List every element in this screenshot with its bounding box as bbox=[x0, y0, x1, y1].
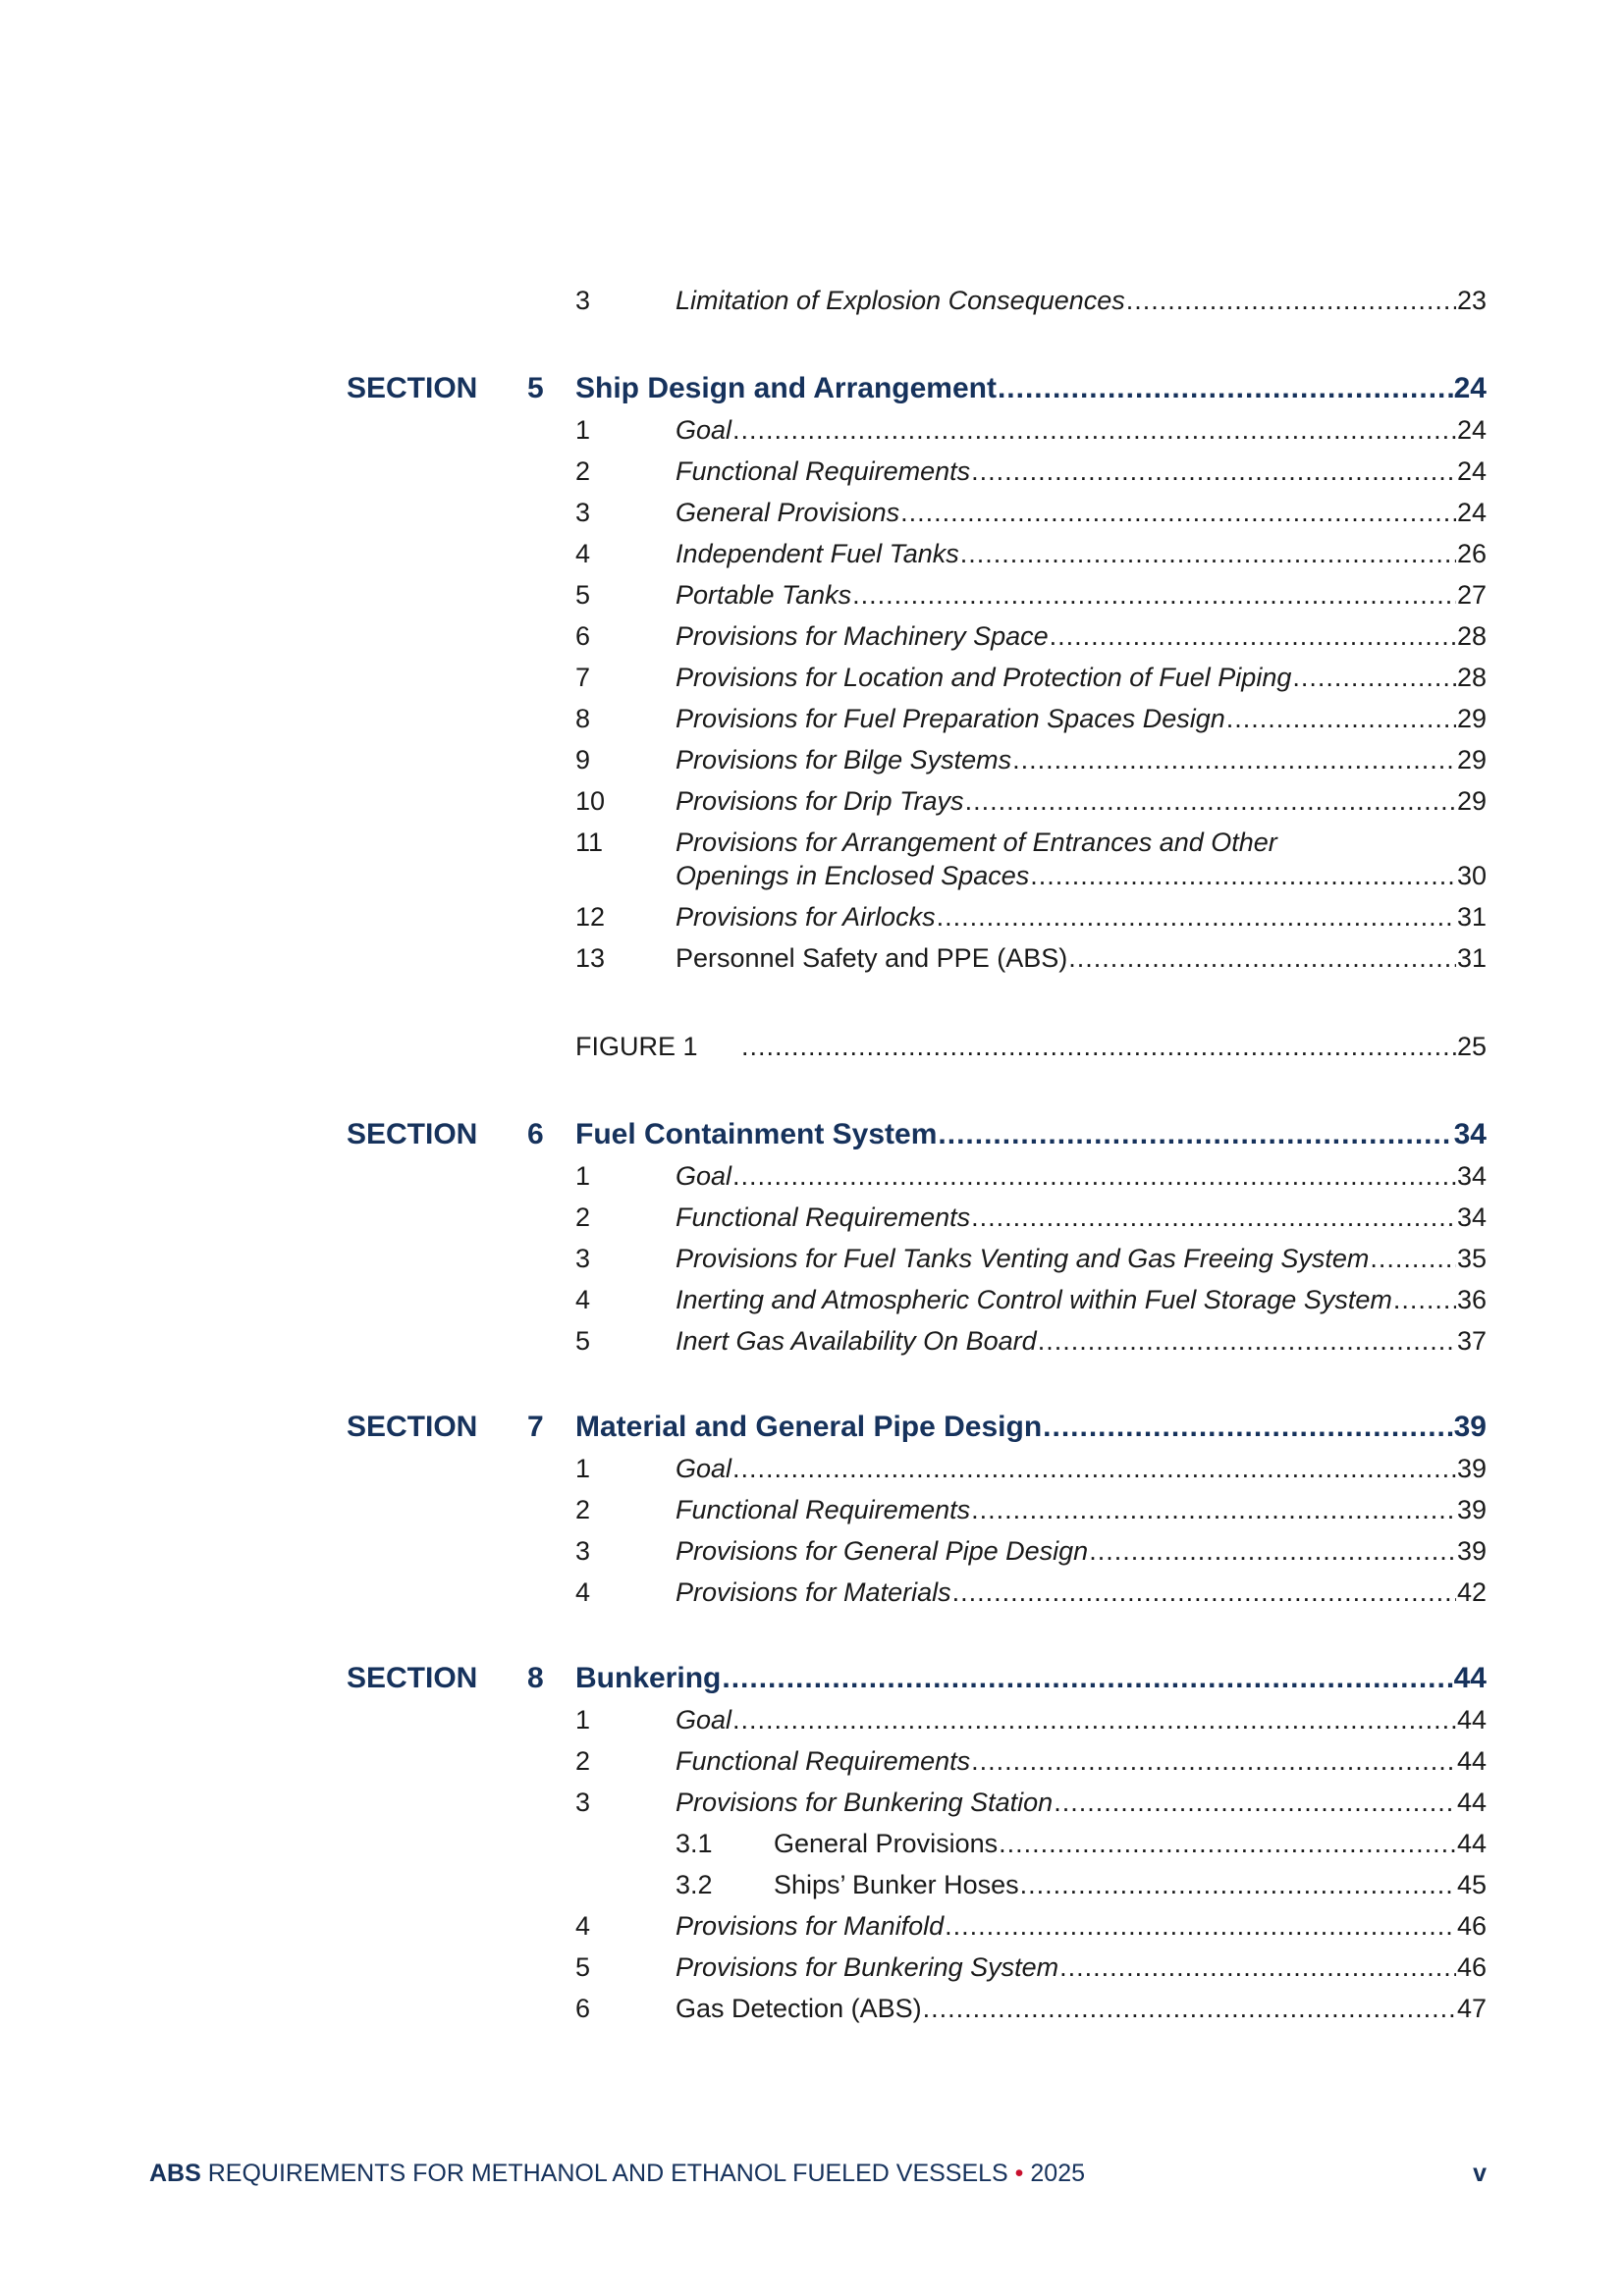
section-label: SECTION bbox=[347, 372, 478, 404]
entry-title: Independent Fuel Tanks bbox=[676, 539, 959, 568]
entry-number: 3 bbox=[575, 498, 591, 527]
section-title: Fuel Containment System bbox=[575, 1118, 938, 1150]
leader-dots bbox=[852, 577, 1456, 613]
entry-page: 35 bbox=[1456, 1244, 1487, 1273]
section-page: 44 bbox=[1453, 1662, 1487, 1694]
toc-entry[interactable] bbox=[575, 1949, 1487, 1985]
footer-year: 2025 bbox=[1030, 2160, 1086, 2187]
entry-title: Provisions for Bilge Systems bbox=[676, 745, 1012, 774]
leader-dots bbox=[732, 412, 1456, 448]
entry-page: 47 bbox=[1456, 1994, 1487, 2023]
entry-title: Functional Requirements bbox=[676, 1746, 971, 1776]
leader-dots bbox=[1292, 660, 1456, 695]
section-label: SECTION bbox=[347, 1118, 478, 1150]
leader-dots bbox=[971, 1200, 1456, 1235]
entry-number: 5 bbox=[575, 580, 591, 610]
entry-number: 3.1 bbox=[676, 1829, 713, 1858]
section-label: SECTION bbox=[347, 1411, 478, 1443]
entry-page: 46 bbox=[1456, 1911, 1487, 1941]
entry-number: 3 bbox=[575, 1244, 591, 1273]
entry-page: 34 bbox=[1456, 1161, 1487, 1191]
leader-dots bbox=[1126, 283, 1456, 318]
section-heading[interactable] bbox=[575, 371, 1487, 406]
toc-entry[interactable] bbox=[575, 1492, 1487, 1527]
entry-number: 11 bbox=[575, 828, 604, 857]
footer-page-number: v bbox=[1473, 2160, 1487, 2187]
section-title: Ship Design and Arrangement bbox=[575, 372, 997, 404]
entry-title: Portable Tanks bbox=[676, 580, 852, 610]
leader-dots bbox=[1050, 618, 1456, 654]
toc-entry[interactable] bbox=[575, 454, 1487, 489]
entry-page: 23 bbox=[1456, 286, 1487, 315]
entry-page: 28 bbox=[1456, 621, 1487, 651]
entry-number: 2 bbox=[575, 1495, 591, 1524]
entry-title: Provisions for General Pipe Design bbox=[676, 1536, 1089, 1566]
entry-page: 34 bbox=[1456, 1202, 1487, 1232]
entry-title: Openings in Enclosed Spaces bbox=[676, 861, 1030, 890]
toc-entry[interactable] bbox=[575, 783, 1487, 819]
entry-page: 29 bbox=[1456, 704, 1487, 733]
footer-brand: ABS bbox=[149, 2160, 201, 2187]
section-heading[interactable] bbox=[575, 1661, 1487, 1696]
entry-page: 36 bbox=[1456, 1285, 1487, 1314]
entry-number: 2 bbox=[575, 1746, 591, 1776]
entry-page: 37 bbox=[1456, 1326, 1487, 1356]
section-number: 8 bbox=[527, 1662, 544, 1694]
entry-title: Provisions for Machinery Space bbox=[676, 621, 1049, 651]
section-label: SECTION bbox=[347, 1662, 478, 1694]
footer-bullet: • bbox=[1014, 2160, 1024, 2187]
toc-entry[interactable] bbox=[575, 1323, 1487, 1359]
leader-dots bbox=[732, 1451, 1456, 1486]
figure-entry[interactable] bbox=[575, 1029, 1487, 1064]
entry-page: 39 bbox=[1456, 1454, 1487, 1483]
entry-page: 45 bbox=[1456, 1870, 1487, 1899]
leader-dots bbox=[1226, 701, 1456, 736]
leader-dots bbox=[1020, 1867, 1456, 1902]
toc-entry[interactable] bbox=[575, 1908, 1487, 1944]
entry-title: Provisions for Materials bbox=[676, 1577, 951, 1607]
leader-dots bbox=[1030, 858, 1456, 893]
entry-page: 39 bbox=[1456, 1495, 1487, 1524]
entry-page: 30 bbox=[1456, 861, 1487, 890]
leader-dots bbox=[1393, 1282, 1456, 1317]
entry-number: 8 bbox=[575, 704, 591, 733]
leader-dots bbox=[923, 1991, 1456, 2026]
entry-title: Functional Requirements bbox=[676, 1495, 971, 1524]
entry-title: General Provisions bbox=[774, 1829, 999, 1858]
toc-entry[interactable] bbox=[575, 701, 1487, 736]
leader-dots bbox=[732, 1702, 1456, 1737]
entry-number: 1 bbox=[575, 415, 591, 445]
toc-entry[interactable] bbox=[575, 618, 1487, 654]
footer-title: REQUIREMENTS FOR METHANOL AND ETHANOL FUELED VESSELS bbox=[207, 2160, 1008, 2187]
section-number: 6 bbox=[527, 1118, 544, 1150]
leader-dots bbox=[960, 536, 1456, 571]
leader-dots bbox=[965, 783, 1456, 819]
entry-number: 4 bbox=[575, 539, 591, 568]
toc-entry[interactable] bbox=[575, 940, 1487, 976]
toc-entry[interactable] bbox=[575, 1991, 1487, 2026]
entry-page: 29 bbox=[1456, 786, 1487, 816]
leader-dots bbox=[900, 495, 1456, 530]
leader-dots bbox=[971, 1492, 1456, 1527]
entry-number: 13 bbox=[575, 943, 606, 973]
entry-number: 9 bbox=[575, 745, 591, 774]
leader-dots bbox=[952, 1575, 1456, 1610]
entry-title: Goal bbox=[676, 1161, 732, 1191]
section-number: 7 bbox=[527, 1411, 544, 1443]
entry-title: Limitation of Explosion Consequences bbox=[676, 286, 1125, 315]
leader-dots bbox=[722, 1661, 1452, 1696]
leader-dots bbox=[1054, 1785, 1456, 1820]
leader-dots bbox=[1012, 742, 1456, 777]
leader-dots bbox=[971, 454, 1456, 489]
entry-page: 42 bbox=[1456, 1577, 1487, 1607]
entry-page: 24 bbox=[1456, 498, 1487, 527]
leader-dots bbox=[732, 1158, 1456, 1194]
toc-entry[interactable] bbox=[575, 412, 1487, 448]
entry-page: 24 bbox=[1456, 415, 1487, 445]
entry-page: 26 bbox=[1456, 539, 1487, 568]
entry-number: 3 bbox=[575, 1536, 591, 1566]
leader-dots bbox=[1370, 1241, 1456, 1276]
toc-entry[interactable] bbox=[575, 1241, 1487, 1276]
entry-title: Provisions for Bunkering Station bbox=[676, 1788, 1054, 1817]
toc-entry[interactable] bbox=[575, 1282, 1487, 1317]
toc-entry[interactable] bbox=[575, 1451, 1487, 1486]
section-page: 24 bbox=[1453, 372, 1487, 404]
toc-entry[interactable] bbox=[575, 1200, 1487, 1235]
toc-entry[interactable] bbox=[575, 1533, 1487, 1569]
section-title: Material and General Pipe Design bbox=[575, 1411, 1043, 1443]
toc-entry[interactable] bbox=[575, 899, 1487, 934]
entry-page: 28 bbox=[1456, 663, 1487, 692]
leader-dots bbox=[741, 1029, 1456, 1064]
entry-title: Provisions for Airlocks bbox=[676, 902, 936, 932]
toc-entry[interactable] bbox=[575, 283, 1487, 318]
leader-dots bbox=[938, 1117, 1452, 1152]
section-heading[interactable] bbox=[575, 1410, 1487, 1445]
section-page: 34 bbox=[1453, 1118, 1487, 1150]
figure-label: FIGURE 1 bbox=[575, 1032, 698, 1061]
entry-page: 39 bbox=[1456, 1536, 1487, 1566]
entry-number: 5 bbox=[575, 1952, 591, 1982]
entry-number: 12 bbox=[575, 902, 606, 932]
entry-number: 6 bbox=[575, 621, 591, 651]
entry-number: 1 bbox=[575, 1705, 591, 1735]
entry-page: 46 bbox=[1456, 1952, 1487, 1982]
toc-entry[interactable] bbox=[575, 1785, 1487, 1820]
entry-title: Personnel Safety and PPE (ABS) bbox=[676, 943, 1068, 973]
leader-dots bbox=[1038, 1323, 1456, 1359]
leader-dots bbox=[1068, 940, 1456, 976]
toc-entry[interactable] bbox=[575, 577, 1487, 613]
entry-page: 44 bbox=[1456, 1746, 1487, 1776]
entry-number: 6 bbox=[575, 1994, 591, 2023]
entry-number: 4 bbox=[575, 1577, 591, 1607]
toc-entry-line2[interactable] bbox=[676, 858, 1487, 893]
section-title: Bunkering bbox=[575, 1662, 722, 1694]
entry-title: Ships’ Bunker Hoses bbox=[774, 1870, 1019, 1899]
entry-page: 44 bbox=[1456, 1705, 1487, 1735]
entry-title: Gas Detection (ABS) bbox=[676, 1994, 922, 2023]
leader-dots bbox=[1059, 1949, 1456, 1985]
entry-title: Inert Gas Availability On Board bbox=[676, 1326, 1037, 1356]
section-heading[interactable] bbox=[575, 1117, 1487, 1152]
entry-number: 3.2 bbox=[676, 1870, 713, 1899]
toc-entry[interactable] bbox=[575, 1702, 1487, 1737]
entry-title: Functional Requirements bbox=[676, 456, 971, 486]
toc-entry[interactable] bbox=[575, 660, 1487, 695]
entry-page: 31 bbox=[1456, 902, 1487, 932]
toc-entry[interactable] bbox=[575, 1575, 1487, 1610]
entry-page: 31 bbox=[1456, 943, 1487, 973]
entry-number: 3 bbox=[575, 286, 591, 315]
toc-entry-line1[interactable] bbox=[575, 825, 1487, 860]
entry-title: Provisions for Fuel Preparation Spaces Design bbox=[676, 704, 1225, 733]
entry-title: Goal bbox=[676, 1454, 732, 1483]
entry-number: 4 bbox=[575, 1911, 591, 1941]
toc-entry[interactable] bbox=[575, 1158, 1487, 1194]
toc-entry[interactable] bbox=[575, 1743, 1487, 1779]
leader-dots bbox=[998, 371, 1453, 406]
section-page: 39 bbox=[1453, 1411, 1487, 1443]
entry-title: Provisions for Fuel Tanks Venting and Gas Freeing System bbox=[676, 1244, 1370, 1273]
toc-subentry[interactable] bbox=[676, 1826, 1487, 1861]
toc-entry[interactable] bbox=[575, 495, 1487, 530]
toc-entry[interactable] bbox=[575, 742, 1487, 777]
entry-number: 1 bbox=[575, 1454, 591, 1483]
entry-page: 44 bbox=[1456, 1788, 1487, 1817]
entry-page: 27 bbox=[1456, 580, 1487, 610]
entry-page: 44 bbox=[1456, 1829, 1487, 1858]
leader-dots bbox=[937, 899, 1456, 934]
section-number: 5 bbox=[527, 372, 544, 404]
entry-title: Goal bbox=[676, 1705, 732, 1735]
entry-number: 10 bbox=[575, 786, 606, 816]
entry-title: Functional Requirements bbox=[676, 1202, 971, 1232]
entry-title: Inerting and Atmospheric Control within Fuel Storage System bbox=[676, 1285, 1392, 1314]
entry-title: Provisions for Manifold bbox=[676, 1911, 945, 1941]
entry-page: 24 bbox=[1456, 456, 1487, 486]
leader-dots bbox=[971, 1743, 1456, 1779]
entry-number: 5 bbox=[575, 1326, 591, 1356]
leader-dots bbox=[999, 1826, 1456, 1861]
leader-dots bbox=[1089, 1533, 1456, 1569]
toc-subentry[interactable] bbox=[676, 1867, 1487, 1902]
entry-title: Provisions for Drip Trays bbox=[676, 786, 964, 816]
figure-page: 25 bbox=[1456, 1032, 1487, 1061]
entry-number: 3 bbox=[575, 1788, 591, 1817]
entry-number: 2 bbox=[575, 456, 591, 486]
entry-title: Goal bbox=[676, 415, 732, 445]
entry-number: 2 bbox=[575, 1202, 591, 1232]
entry-title: Provisions for Bunkering System bbox=[676, 1952, 1059, 1982]
leader-dots bbox=[945, 1908, 1456, 1944]
entry-number: 7 bbox=[575, 663, 591, 692]
entry-number: 1 bbox=[575, 1161, 591, 1191]
leader-dots bbox=[1043, 1410, 1452, 1445]
entry-number: 4 bbox=[575, 1285, 591, 1314]
toc-entry[interactable] bbox=[575, 536, 1487, 571]
entry-title-line1: Provisions for Arrangement of Entrances and Other bbox=[676, 828, 1277, 857]
entry-title: Provisions for Location and Protection of Fuel Piping bbox=[676, 663, 1292, 692]
page-footer bbox=[149, 2156, 1487, 2191]
entry-title: General Provisions bbox=[676, 498, 900, 527]
entry-page: 29 bbox=[1456, 745, 1487, 774]
